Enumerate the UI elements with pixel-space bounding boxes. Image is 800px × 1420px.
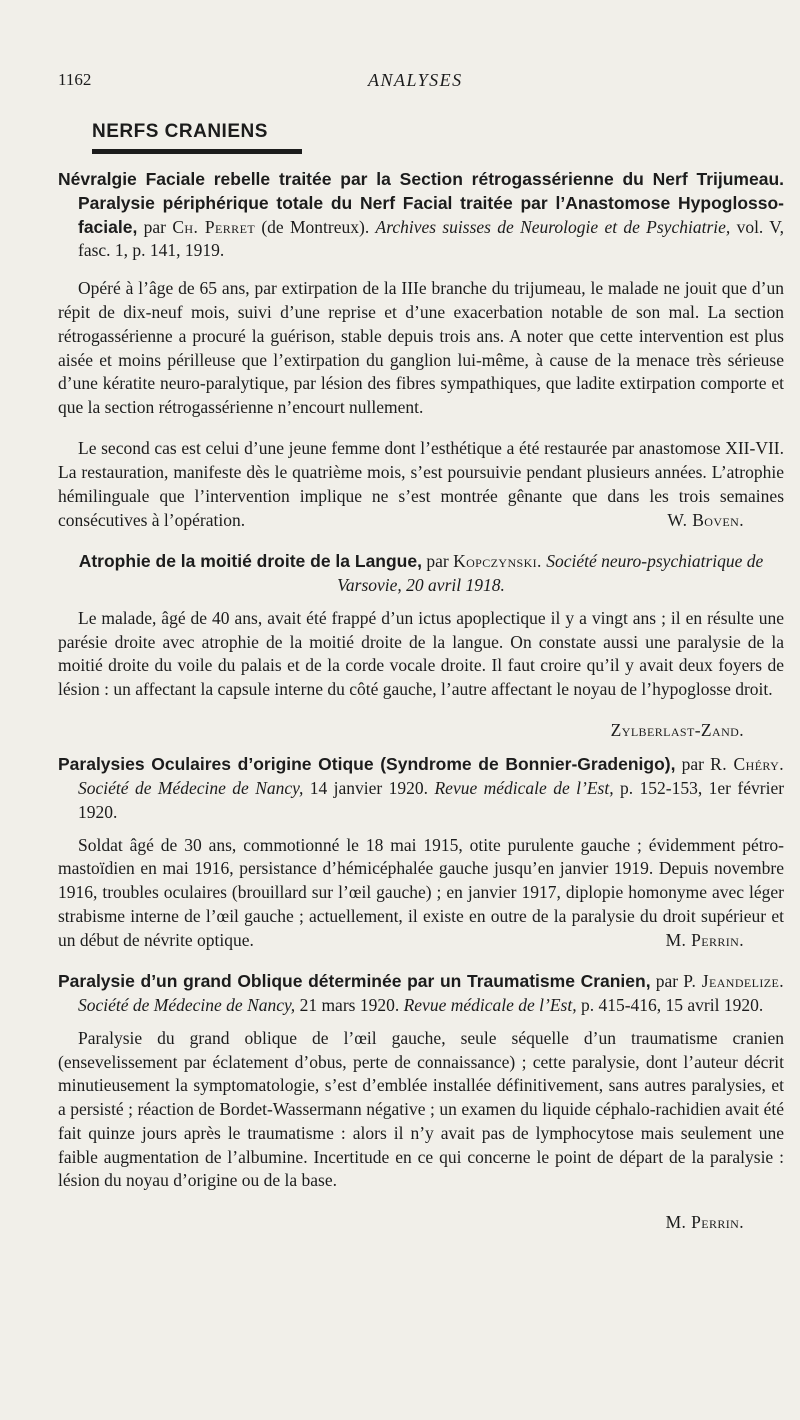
running-title: ANALYSES <box>368 70 463 90</box>
article-by: par <box>655 971 679 992</box>
article-by: par <box>426 551 449 572</box>
article-reference-secondary: p. 152-153, 1er février 1920. <box>78 778 785 822</box>
article <box>58 168 784 533</box>
article-title: Névralgie Faciale rebelle traitée par la Section rétrogassérienne du Nerf Trijumeau. Paralysie périphérique totale du Nerf Facial traitée par l’Anastomose Hypoglosso-faciale, <box>58 169 784 237</box>
article-journal: Société de Médecine de Nancy, <box>78 994 296 1015</box>
articles <box>58 168 784 1235</box>
article-paragraph: Le second cas est celui d’une jeune femme dont l’esthétique a été restaurée par anastomose XII-VII. La restauration, manifeste dès le quatrième mois, s’est poursuivie pendant plusieurs années. L’atrophie hémilinguale que l’intervention implique ne s’est montrée gênante que dans les trois semaines consécutives à l’opération. W. Boven. <box>58 437 784 532</box>
article-by: par <box>143 216 167 237</box>
article-paragraph: Soldat âgé de 30 ans, commotionné le 18 mai 1915, otite purulente gauche ; évidemment pétro-mastoïdien en mai 1916, persistance d’hémicéphalée gauche jusqu’en janvier 1919. Depuis novembre 1916, troubles oculaires (brouillard sur l’œil gauche) ; en janvier 1917, diplopie homonyme avec léger strabisme interne de l’œil gauche ; actuellement, il existe en outre de la paralysie du droit supérieur et un début de névrite optique. M. Perrin. <box>58 834 784 953</box>
article-reference-secondary: p. 415-416, 15 avril 1920. <box>580 994 764 1015</box>
article-signature: W. Boven. <box>667 509 744 530</box>
article-heading <box>58 168 784 263</box>
article-title: Paralysies Oculaires d’origine Otique (Syndrome de Bonnier-Gradenigo), <box>58 754 676 775</box>
article-author: Ch. Perret <box>172 216 256 237</box>
article-author: Kopczynski. <box>453 551 542 572</box>
article <box>58 550 784 743</box>
article-journal: Société de Médecine de Nancy, <box>78 778 304 799</box>
article-title: Paralysie d’un grand Oblique déterminée par un Traumatisme Cranien, <box>58 971 651 992</box>
article-heading <box>58 970 784 1018</box>
section-title: NERFS CRANIENS <box>92 121 302 154</box>
article-paragraph: Le malade, âgé de 40 ans, avait été frappé d’un ictus apoplectique il y a vingt ans ; il en résulte une parésie droite avec atrophie de la moitié droite de la langue. On constate aussi une paralysie de la moitié droite du voile du palais et de la corde vocale droite. Il faut croire qu’il y avait deux foyers de lésion : un affectant la capsule interne du côté gauche, l’autre affectant le noyau de l’hypoglosse droit. <box>58 607 784 700</box>
article-author-note: (de Montreux). <box>261 216 370 237</box>
article-author: P. Jeandelize. <box>683 971 785 992</box>
article <box>58 753 784 952</box>
article-title: Atrophie de la moitié droite de la Langue, <box>78 551 422 572</box>
article-author: R. Chéry. <box>710 754 785 775</box>
article-signature: Zylberlast-Zand. <box>610 720 744 741</box>
article-signature: M. Perrin. <box>665 1211 744 1232</box>
article-heading <box>58 550 784 598</box>
article-journal: Archives suisses de Neurologie et de Psychiatrie, <box>375 216 731 237</box>
article-reference: 20 avril 1918. <box>406 574 505 595</box>
article-paragraph: Opéré à l’âge de 65 ans, par extirpation de la IIIe branche du trijumeau, le malade ne jouit que d’un répit de dix-neuf mois, suivi d’une reprise et d’une exacerbation notable de son mal. La section rétrogassérienne a procuré la guérison, stable depuis trois ans. A noter que cette intervention est plus aisée et moins périlleuse que l’extirpation du ganglion lui-même, à cause de la menace très sérieuse d’une kératite neuro-paralytique, par lésion des fibres sympathiques, que ladite extirpation comporte et que la section rétrogassérienne n’encourt nullement. <box>58 278 784 418</box>
article-reference: 14 janvier 1920. <box>309 778 429 799</box>
article-paragraph: Paralysie du grand oblique de l’œil gauche, seule séquelle d’un traumatisme cranien (ensevelissement par éclatement d’obus, perte de connaissance) ; cette paralysie, dont l’auteur décrit minutieusement la symptomatologie, s’est d’emblée installée définitivement, sans autres paralysies, et a persisté ; réaction de Bordet-Wassermann négative ; un examen du liquide céphalo-rachidien avait été fait quinze jours après le traumatisme : alors il n’y avait pas de lymphocytose mais seulement une faible augmentation de l’albumine. Incertitude en ce qui concerne le point de départ de la paralysie : lésion du noyau d’origine ou de la base. <box>58 1027 784 1191</box>
article-journal-secondary: Revue médicale de l’Est, <box>434 778 614 799</box>
article-reference: 21 mars 1920. <box>299 994 400 1015</box>
page-number: 1162 <box>58 70 92 89</box>
article-reference: vol. V, fasc. 1, p. 141, 1919. <box>78 216 785 261</box>
article-journal: Société neuro-psychiatrique de Varsovie, <box>337 551 764 595</box>
article <box>58 970 784 1234</box>
article-by: par <box>681 754 704 775</box>
article-heading <box>58 753 784 824</box>
article-signature: M. Perrin. <box>665 929 744 950</box>
article-journal-secondary: Revue médicale de l’Est, <box>403 994 577 1015</box>
